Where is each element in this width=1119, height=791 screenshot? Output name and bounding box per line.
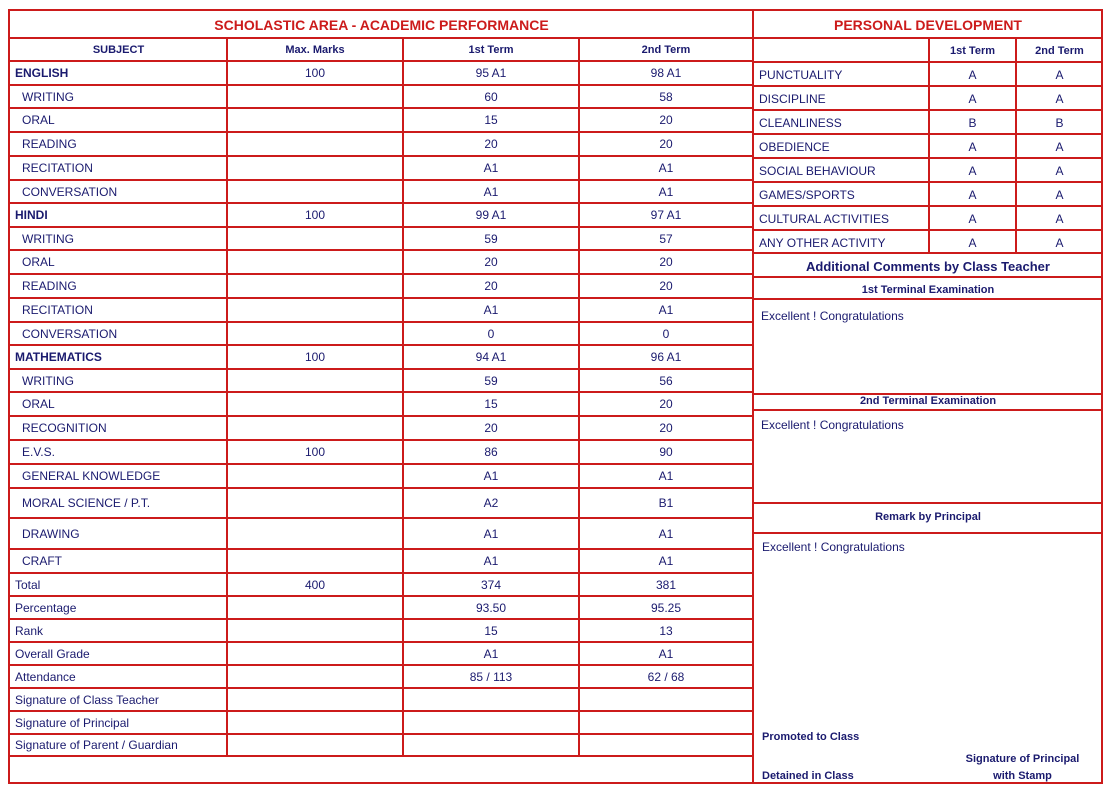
subject-name: ENGLISH	[15, 66, 69, 80]
first-term-grade: A	[968, 140, 977, 154]
principal-remark-heading: Remark by Principal	[875, 511, 981, 523]
max-marks-cell: 100	[304, 445, 326, 459]
subject-name: RECITATION	[22, 161, 93, 175]
max-marks-cell: 100	[304, 66, 326, 80]
grid-line	[753, 502, 1103, 504]
grid-line	[226, 38, 228, 756]
grid-line	[10, 517, 753, 519]
second-term-cell: A1	[658, 184, 674, 199]
grid-line	[10, 107, 753, 109]
grid-line	[10, 415, 753, 417]
subject-name: Percentage	[15, 600, 77, 615]
grid-line	[10, 641, 753, 643]
activity-name: PUNCTUALITY	[759, 68, 843, 82]
max-marks-cell: 400	[304, 577, 326, 592]
grid-line	[10, 131, 753, 133]
second-term-cell: A1	[658, 303, 674, 317]
subject-name: CONVERSATION	[22, 326, 118, 341]
grid-line	[10, 755, 753, 757]
principal-signature-label: Signature of Principal	[965, 753, 1080, 765]
header-second-term: 2nd Term	[641, 44, 691, 56]
second-exam-comment: Excellent ! Congratulations	[761, 418, 904, 432]
subject-name: RECITATION	[22, 303, 93, 317]
principal-remark-text: Excellent ! Congratulations	[762, 540, 905, 554]
second-term-cell: A1	[658, 161, 674, 175]
subject-name: RECOGNITION	[22, 421, 107, 435]
second-term-grade: A	[1055, 235, 1064, 250]
first-term-cell: 15	[484, 623, 498, 638]
grid-line	[10, 60, 753, 62]
first-exam-heading: 1st Terminal Examination	[861, 284, 995, 296]
grid-line	[10, 37, 753, 39]
second-term-cell: 20	[659, 113, 673, 127]
grid-line	[10, 297, 753, 299]
second-term-cell: 96 A1	[650, 350, 682, 364]
first-term-cell: 99 A1	[475, 208, 507, 222]
first-term-cell: 15	[484, 113, 498, 127]
grid-line	[10, 733, 753, 735]
detained-in-class-label: Detained in Class	[762, 770, 854, 782]
comments-title: Additional Comments by Class Teacher	[806, 259, 1050, 274]
second-term-cell: 97 A1	[650, 208, 682, 222]
subject-name: Overall Grade	[15, 646, 90, 661]
first-term-cell: 20	[484, 137, 498, 151]
activity-name: CULTURAL ACTIVITIES	[759, 212, 890, 226]
activity-name: SOCIAL BEHAVIOUR	[759, 164, 876, 178]
grid-line	[10, 439, 753, 441]
subject-name: DRAWING	[22, 526, 80, 541]
activity-name: GAMES/SPORTS	[759, 188, 855, 202]
second-term-cell: 13	[659, 623, 673, 638]
activity-name: OBEDIENCE	[759, 140, 830, 154]
subject-name: WRITING	[22, 89, 74, 104]
second-term-cell: 95.25	[650, 600, 682, 615]
second-term-cell: 56	[659, 373, 673, 388]
activity-name: ANY OTHER ACTIVITY	[759, 235, 886, 250]
second-term-cell: 90	[659, 445, 673, 459]
first-term-cell: 59	[484, 373, 498, 388]
first-term-cell: A1	[483, 184, 499, 199]
first-term-cell: 85 / 113	[469, 669, 513, 684]
subject-name: Rank	[15, 623, 44, 638]
grid-line	[10, 321, 753, 323]
first-exam-comment: Excellent ! Congratulations	[761, 309, 904, 323]
second-term-cell: A1	[658, 526, 674, 541]
second-term-cell: 98 A1	[650, 66, 682, 80]
first-term-cell: 374	[480, 577, 502, 592]
subject-name: READING	[22, 279, 77, 293]
second-term-cell: 20	[659, 137, 673, 151]
subject-name: CONVERSATION	[22, 184, 118, 199]
grid-line	[10, 155, 753, 157]
subject-name: GENERAL KNOWLEDGE	[22, 469, 161, 483]
grid-line	[10, 687, 753, 689]
second-term-grade: A	[1055, 188, 1064, 202]
first-term-cell: 86	[484, 445, 498, 459]
first-term-cell: 59	[484, 231, 498, 246]
grid-line	[10, 344, 753, 346]
grid-line	[753, 276, 1103, 278]
second-term-grade: A	[1055, 212, 1064, 226]
first-term-grade: A	[968, 164, 977, 178]
subject-name: MORAL SCIENCE / P.T.	[22, 496, 151, 510]
subject-name: WRITING	[22, 373, 74, 388]
second-term-grade: B	[1055, 116, 1064, 130]
grid-line	[10, 179, 753, 181]
subject-name: CRAFT	[22, 554, 62, 568]
second-term-cell: 20	[659, 421, 673, 435]
grid-line	[10, 487, 753, 489]
second-term-cell: 62 / 68	[647, 669, 685, 684]
subject-name: WRITING	[22, 231, 74, 246]
personal-title: PERSONAL DEVELOPMENT	[834, 17, 1022, 33]
subject-name: E.V.S.	[22, 445, 55, 459]
second-term-cell: A1	[658, 469, 674, 483]
second-term-cell: 0	[662, 326, 670, 341]
first-term-cell: 20	[484, 279, 498, 293]
second-term-cell: A1	[658, 554, 674, 568]
first-term-cell: A1	[483, 161, 499, 175]
first-term-grade: A	[968, 235, 977, 250]
second-term-cell: 20	[659, 255, 673, 269]
subject-name: HINDI	[15, 208, 48, 222]
first-term-grade: A	[968, 92, 977, 106]
second-term-grade: A	[1055, 164, 1064, 178]
subject-name: ORAL	[22, 255, 55, 269]
header-max-marks: Max. Marks	[285, 44, 345, 56]
subject-name: READING	[22, 137, 77, 151]
grid-line	[753, 298, 1103, 300]
second-term-cell: B1	[658, 496, 674, 510]
grid-line	[10, 391, 753, 393]
subject-name: ORAL	[22, 113, 55, 127]
second-term-cell: 20	[659, 397, 673, 411]
first-term-cell: 15	[484, 397, 498, 411]
header-subject: SUBJECT	[92, 44, 145, 56]
second-term-cell: A1	[658, 646, 674, 661]
first-term-grade: B	[968, 116, 977, 130]
promoted-to-class-label: Promoted to Class	[762, 731, 860, 743]
first-term-grade: A	[968, 188, 977, 202]
grid-line	[10, 595, 753, 597]
grid-line	[10, 273, 753, 275]
first-term-cell: 60	[484, 89, 498, 104]
header-first-term: 1st Term	[468, 44, 514, 56]
max-marks-cell: 100	[304, 208, 326, 222]
first-term-cell: A1	[483, 554, 499, 568]
subject-name: Total	[15, 577, 41, 592]
max-marks-cell: 100	[304, 350, 326, 364]
first-term-grade: A	[968, 68, 977, 82]
grid-line	[753, 409, 1103, 411]
grid-line	[10, 572, 753, 574]
grid-line	[10, 618, 753, 620]
scholastic-title: SCHOLASTIC AREA - ACADEMIC PERFORMANCE	[214, 17, 549, 33]
grid-line	[10, 463, 753, 465]
first-term-cell: A1	[483, 526, 499, 541]
grid-line	[10, 249, 753, 251]
first-term-cell: A2	[483, 496, 499, 510]
grid-line	[10, 84, 753, 86]
first-term-cell: A1	[483, 303, 499, 317]
activity-name: DISCIPLINE	[759, 92, 826, 106]
principal-signature-stamp-label: with Stamp	[993, 770, 1052, 782]
subject-name: Signature of Class Teacher	[15, 692, 159, 707]
grid-line	[10, 202, 753, 204]
second-term-grade: A	[1055, 140, 1064, 154]
first-term-cell: 93.50	[475, 600, 507, 615]
first-term-cell: 20	[484, 255, 498, 269]
grid-line	[10, 548, 753, 550]
grid-line	[753, 532, 1103, 534]
personal-header-first-term: 1st Term	[949, 45, 996, 57]
second-exam-heading: 2nd Terminal Examination	[859, 395, 997, 407]
subject-name: ORAL	[22, 397, 55, 411]
first-term-grade: A	[968, 212, 977, 226]
subject-name: Attendance	[15, 669, 76, 684]
grid-line	[10, 710, 753, 712]
first-term-cell: 20	[484, 421, 498, 435]
first-term-cell: A1	[483, 646, 499, 661]
grid-line	[10, 368, 753, 370]
personal-header-second-term: 2nd Term	[1035, 45, 1084, 57]
second-term-cell: 58	[659, 89, 673, 104]
second-term-grade: A	[1055, 92, 1064, 106]
first-term-cell: 95 A1	[475, 66, 507, 80]
subject-name: MATHEMATICS	[15, 350, 102, 364]
first-term-cell: 0	[487, 326, 495, 341]
second-term-cell: 20	[659, 279, 673, 293]
second-term-cell: 381	[655, 577, 677, 592]
activity-name: CLEANLINESS	[759, 116, 842, 130]
grid-line	[10, 226, 753, 228]
subject-name: Signature of Parent / Guardian	[15, 738, 178, 752]
first-term-cell: A1	[483, 469, 499, 483]
second-term-grade: A	[1055, 68, 1064, 82]
first-term-cell: 94 A1	[475, 350, 507, 364]
subject-name: Signature of Principal	[15, 715, 130, 730]
grid-line	[10, 664, 753, 666]
second-term-cell: 57	[659, 231, 673, 246]
